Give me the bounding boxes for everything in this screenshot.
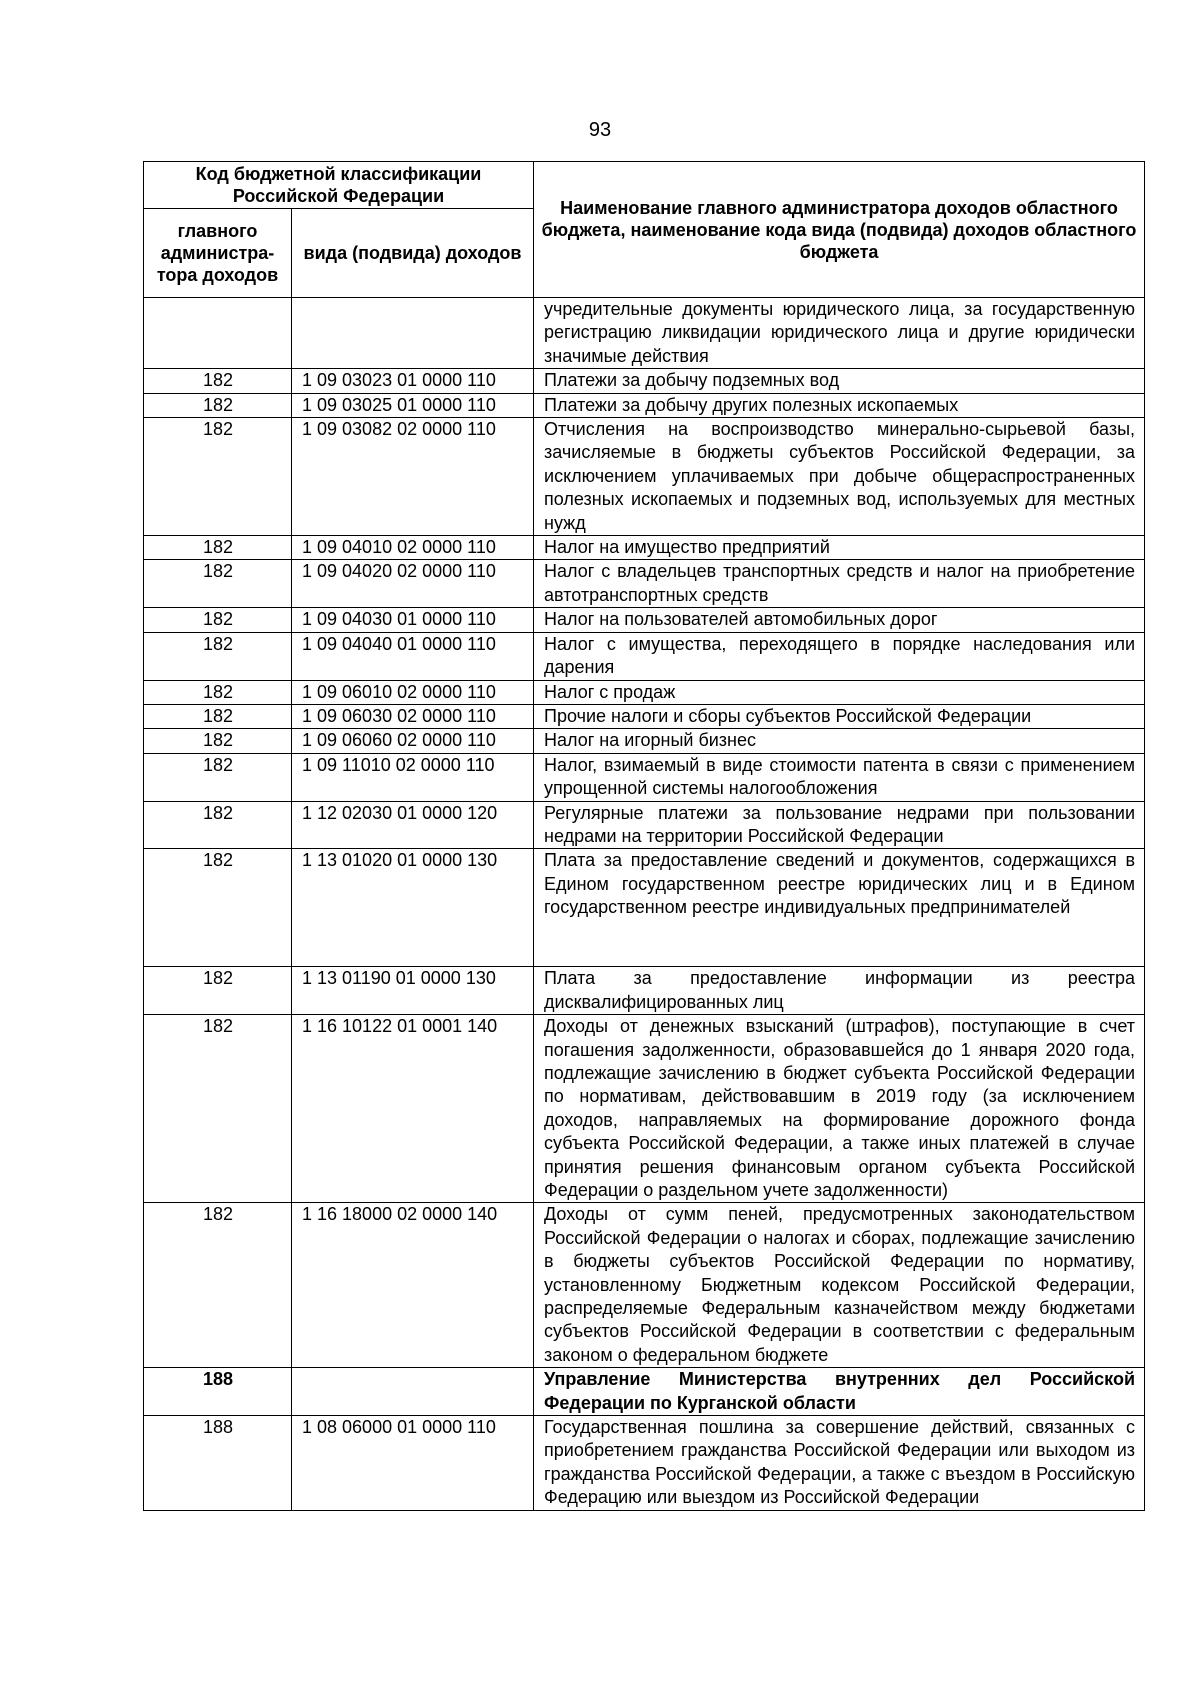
income-code-cell: 1 09 06010 02 0000 110: [292, 680, 534, 704]
table-row: [144, 729, 1145, 753]
admin-code-cell: 182: [144, 849, 292, 967]
table-row: [144, 801, 1145, 849]
admin-code-cell: 182: [144, 1203, 292, 1368]
admin-code-cell: 182: [144, 536, 292, 560]
admin-code-cell: 182: [144, 680, 292, 704]
table-row: [144, 680, 1145, 704]
income-code-cell: [292, 1368, 534, 1416]
table-body: [144, 298, 1145, 1511]
table-row: [144, 298, 1145, 369]
admin-code-cell: 182: [144, 801, 292, 849]
income-code-cell: 1 09 03025 01 0000 110: [292, 393, 534, 417]
table-row: [144, 704, 1145, 728]
header-classification-code: Код бюджетной классификации Российской Федерации: [144, 162, 534, 209]
table-row: [144, 1368, 1145, 1416]
table-row: [144, 608, 1145, 632]
income-code-cell: 1 09 11010 02 0000 110: [292, 753, 534, 801]
admin-code-cell: 188: [144, 1368, 292, 1416]
income-code-cell: 1 16 18000 02 0000 140: [292, 1203, 534, 1368]
income-name-cell: Налог на имущество предприятий: [534, 536, 1145, 560]
table-row: [144, 1203, 1145, 1368]
header-income-type-code: вида (подвида) доходов: [292, 209, 534, 298]
income-name-cell: Доходы от сумм пеней, предусмотренных законодательством Российской Федерации о налогах и сборах, подлежащие зачислению в бюджеты субъектов Российской Федерации по нормативу, установленному Бюджетным кодексом Российской Федерации, распределяемые Федеральным казначейством между бюджетами субъектов Российской Федерации в соответствии с федеральным законом о федеральном бюджете: [534, 1203, 1145, 1368]
table-row: [144, 393, 1145, 417]
admin-code-cell: 182: [144, 369, 292, 393]
income-code-cell: [292, 298, 534, 369]
income-name-cell: Государственная пошлина за совершение действий, связанных с приобретением гражданства Российской Федерации или выходом из гражданства Российской Федерации, а также с въездом в Российскую Федерацию или выездом из Российской Федерации: [534, 1416, 1145, 1511]
income-name-cell: Прочие налоги и сборы субъектов Российской Федерации: [534, 704, 1145, 728]
admin-code-cell: 182: [144, 704, 292, 728]
income-code-cell: 1 13 01020 01 0000 130: [292, 849, 534, 967]
income-code-cell: 1 09 04020 02 0000 110: [292, 560, 534, 608]
income-name-cell: Отчисления на воспроизводство минерально-сырьевой базы, зачисляемые в бюджеты субъектов Российской Федерации, за исключением уплачиваемых при добыче общераспространенных полезных ископаемых и подземных вод, используемых для местных нужд: [534, 418, 1145, 536]
admin-code-cell: 182: [144, 608, 292, 632]
income-name-cell: Платежи за добычу подземных вод: [534, 369, 1145, 393]
admin-code-cell: 182: [144, 753, 292, 801]
income-code-cell: 1 09 04010 02 0000 110: [292, 536, 534, 560]
page-number: 93: [588, 119, 612, 141]
income-code-cell: 1 16 10122 01 0001 140: [292, 1015, 534, 1203]
income-code-cell: 1 08 06000 01 0000 110: [292, 1416, 534, 1511]
income-code-cell: 1 09 04030 01 0000 110: [292, 608, 534, 632]
table-row: [144, 369, 1145, 393]
income-name-cell: Налог, взимаемый в виде стоимости патента в связи с применением упрощенной системы налогообложения: [534, 753, 1145, 801]
header-admin-code: главного администра-тора доходов: [144, 209, 292, 298]
table-row: [144, 560, 1145, 608]
income-name-cell: Доходы от денежных взысканий (штрафов), поступающие в счет погашения задолженности, образовавшейся до 1 января 2020 года, подлежащие зачислению в бюджет субъекта Российской Федерации по нормативам, действовавшим в 2019 году (за исключением доходов, направляемых на формирование дорожного фонда субъекта Российской Федерации, а также иных платежей в случае принятия решения финансовым органом субъекта Российской Федерации о раздельном учете задолженности): [534, 1015, 1145, 1203]
income-code-cell: 1 13 01190 01 0000 130: [292, 967, 534, 1015]
income-name-cell: Налог с продаж: [534, 680, 1145, 704]
income-code-cell: 1 12 02030 01 0000 120: [292, 801, 534, 849]
admin-code-cell: 182: [144, 632, 292, 680]
income-code-cell: 1 09 04040 01 0000 110: [292, 632, 534, 680]
table-header: [144, 162, 1145, 298]
income-name-cell: Налог с имущества, переходящего в порядке наследования или дарения: [534, 632, 1145, 680]
income-name-cell: Регулярные платежи за пользование недрами при пользовании недрами на территории Российской Федерации: [534, 801, 1145, 849]
header-administrator-name: Наименование главного администратора доходов областного бюджета, наименование кода вида (подвида) доходов областного бюджета: [534, 162, 1145, 298]
admin-code-cell: 182: [144, 560, 292, 608]
table-row: [144, 418, 1145, 536]
income-classification-table: [143, 161, 1145, 1511]
admin-code-cell: 182: [144, 418, 292, 536]
admin-code-cell: [144, 298, 292, 369]
admin-code-cell: 182: [144, 967, 292, 1015]
income-name-cell: Управление Министерства внутренних дел Российской Федерации по Курганской области: [534, 1368, 1145, 1416]
income-name-cell: Налог с владельцев транспортных средств и налог на приобретение автотранспортных средств: [534, 560, 1145, 608]
admin-code-cell: 182: [144, 393, 292, 417]
income-code-cell: 1 09 03023 01 0000 110: [292, 369, 534, 393]
income-name-cell: Налог на игорный бизнес: [534, 729, 1145, 753]
table-row: [144, 967, 1145, 1015]
income-name-cell: Платежи за добычу других полезных ископаемых: [534, 393, 1145, 417]
income-code-cell: 1 09 06030 02 0000 110: [292, 704, 534, 728]
admin-code-cell: 182: [144, 729, 292, 753]
income-name-cell: Плата за предоставление сведений и документов, содержащихся в Едином государственном реестре юридических лиц и в Едином государственном реестре индивидуальных предпринимателей: [534, 849, 1145, 967]
income-name-cell: Плата за предоставление информации из реестра дисквалифицированных лиц: [534, 967, 1145, 1015]
income-name-cell: учредительные документы юридического лица, за государственную регистрацию ликвидации юридического лица и другие юридически значимые действия: [534, 298, 1145, 369]
admin-code-cell: 188: [144, 1416, 292, 1511]
income-code-cell: 1 09 06060 02 0000 110: [292, 729, 534, 753]
income-name-cell: Налог на пользователей автомобильных дорог: [534, 608, 1145, 632]
table-row: [144, 632, 1145, 680]
table-row: [144, 849, 1145, 967]
table-row: [144, 536, 1145, 560]
table-row: [144, 1416, 1145, 1511]
table-row: [144, 1015, 1145, 1203]
income-code-cell: 1 09 03082 02 0000 110: [292, 418, 534, 536]
table-row: [144, 753, 1145, 801]
admin-code-cell: 182: [144, 1015, 292, 1203]
